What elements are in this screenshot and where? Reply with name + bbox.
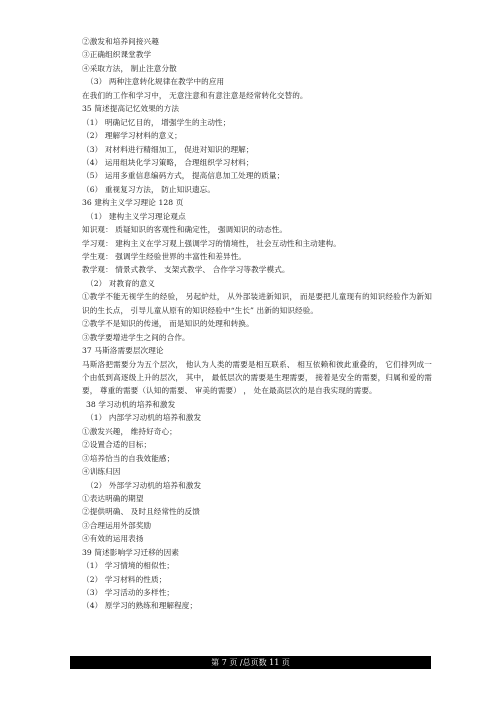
body-line: （6） 重视复习方法， 防止知识遗忘。 [82, 184, 216, 194]
body-line: （2） 对教育的意义 [86, 278, 155, 288]
body-line: ②提供明确、 及时且经常性的反馈 [82, 507, 200, 517]
section-heading: 37 马斯洛需要层次理论 [82, 346, 164, 356]
body-line: （1） 内部学习动机的培养和激发 [86, 413, 202, 423]
body-line: （2） 学习材料的性质； [82, 574, 167, 584]
body-line: 知识观： 质疑知识的客观性和确定性， 强调知识的动态性。 [82, 225, 288, 235]
body-line: 学生观： 强调学生经验世界的丰富性和差异性。 [82, 252, 247, 261]
body-paragraph: ①教学不能无视学生的经验， 另起炉灶， 从外部装进新知识， 而是要把儿童现有的知识经验作为新知识的生长点， 引导儿童从原有的知识经验中“生长” 出新的知识经验。 [82, 292, 432, 315]
body-line: （3） 学习活动的多样性； [82, 588, 175, 598]
body-line: ④训练归因 [82, 467, 121, 477]
body-line: （3） 对材料进行精细加工， 促进对知识的理解； [82, 144, 254, 154]
section-heading: 35 简述提高记忆效果的方法 [82, 104, 180, 114]
body-line: ③正确组织课堂教学 [82, 50, 152, 60]
body-line: （3） 两种注意转化规律在教学中的应用 [86, 77, 225, 87]
page-footer [70, 656, 431, 669]
body-line: ④有效的运用表扬 [82, 534, 144, 544]
body-line: 在我们的工作和学习中， 无意注意和有意注意是经常转化交替的。 [82, 90, 308, 100]
body-line: （5） 运用多重信息编码方式， 提高信息加工处理的质量； [82, 171, 285, 181]
body-line: （1） 明确记忆目的， 增强学生的主动性； [82, 117, 231, 127]
section-heading: 36 建构主义学习理论 128 页 [82, 198, 184, 208]
body-line: （2） 理解学习材料的意义； [82, 131, 182, 141]
body-line: ①表达明确的期望 [82, 493, 144, 503]
body-line: ③培养恰当的自我效能感； [82, 453, 175, 463]
page-number-label: 第 7 页 /总页数 11 页 [211, 658, 290, 667]
body-line: 教学观： 情景式教学、 支架式教学、 合作学习等教学模式。 [82, 265, 290, 275]
body-line: （2） 外部学习动机的培养和激发 [86, 480, 202, 490]
body-line: ②激发和培养间接兴趣 [82, 37, 159, 46]
body-line: （4） 运用组块化学习策略， 合理组织学习材料； [82, 157, 254, 167]
body-paragraph: 马斯洛把需要分为五个层次， 他认为人类的需要是相互联系、 相互依赖和彼此重叠的， 它们排列成一个由低到高逐级上升的层次， 其中， 最低层次的需要是生理需要， 接着是安全的需要，归属和爱的需要， 尊重的需要（认知的需要、 审美的需要） ， 处在最高层次的是自我实现的需要。 [82, 359, 432, 396]
body-line: （1） 建构主义学习理论观点 [86, 211, 186, 221]
section-heading: 38 学习动机的培养和激发 [86, 399, 176, 409]
body-line: （4） 原学习的熟练和理解程度； [82, 601, 198, 611]
body-line: （1） 学习情境的相似性； [82, 561, 175, 571]
section-heading: 39 简述影响学习迁移的因素 [82, 547, 180, 557]
body-line: ③合理运用外部奖励 [82, 520, 152, 530]
body-line: ①激发兴趣， 维持好奇心； [82, 426, 177, 436]
body-line: 学习观： 建构主义在学习观上强调学习的情境性， 社会互动性和主动建构。 [82, 238, 341, 248]
body-line: ③教学要增进学生之间的合作。 [82, 332, 190, 342]
document-body [82, 35, 432, 613]
body-line: ②教学不是知识的传递， 而是知识的处理和转换。 [82, 319, 254, 329]
body-line: ②设置合适的目标； [82, 440, 152, 450]
body-line: ④采取方法， 制止注意分散 [82, 63, 177, 73]
